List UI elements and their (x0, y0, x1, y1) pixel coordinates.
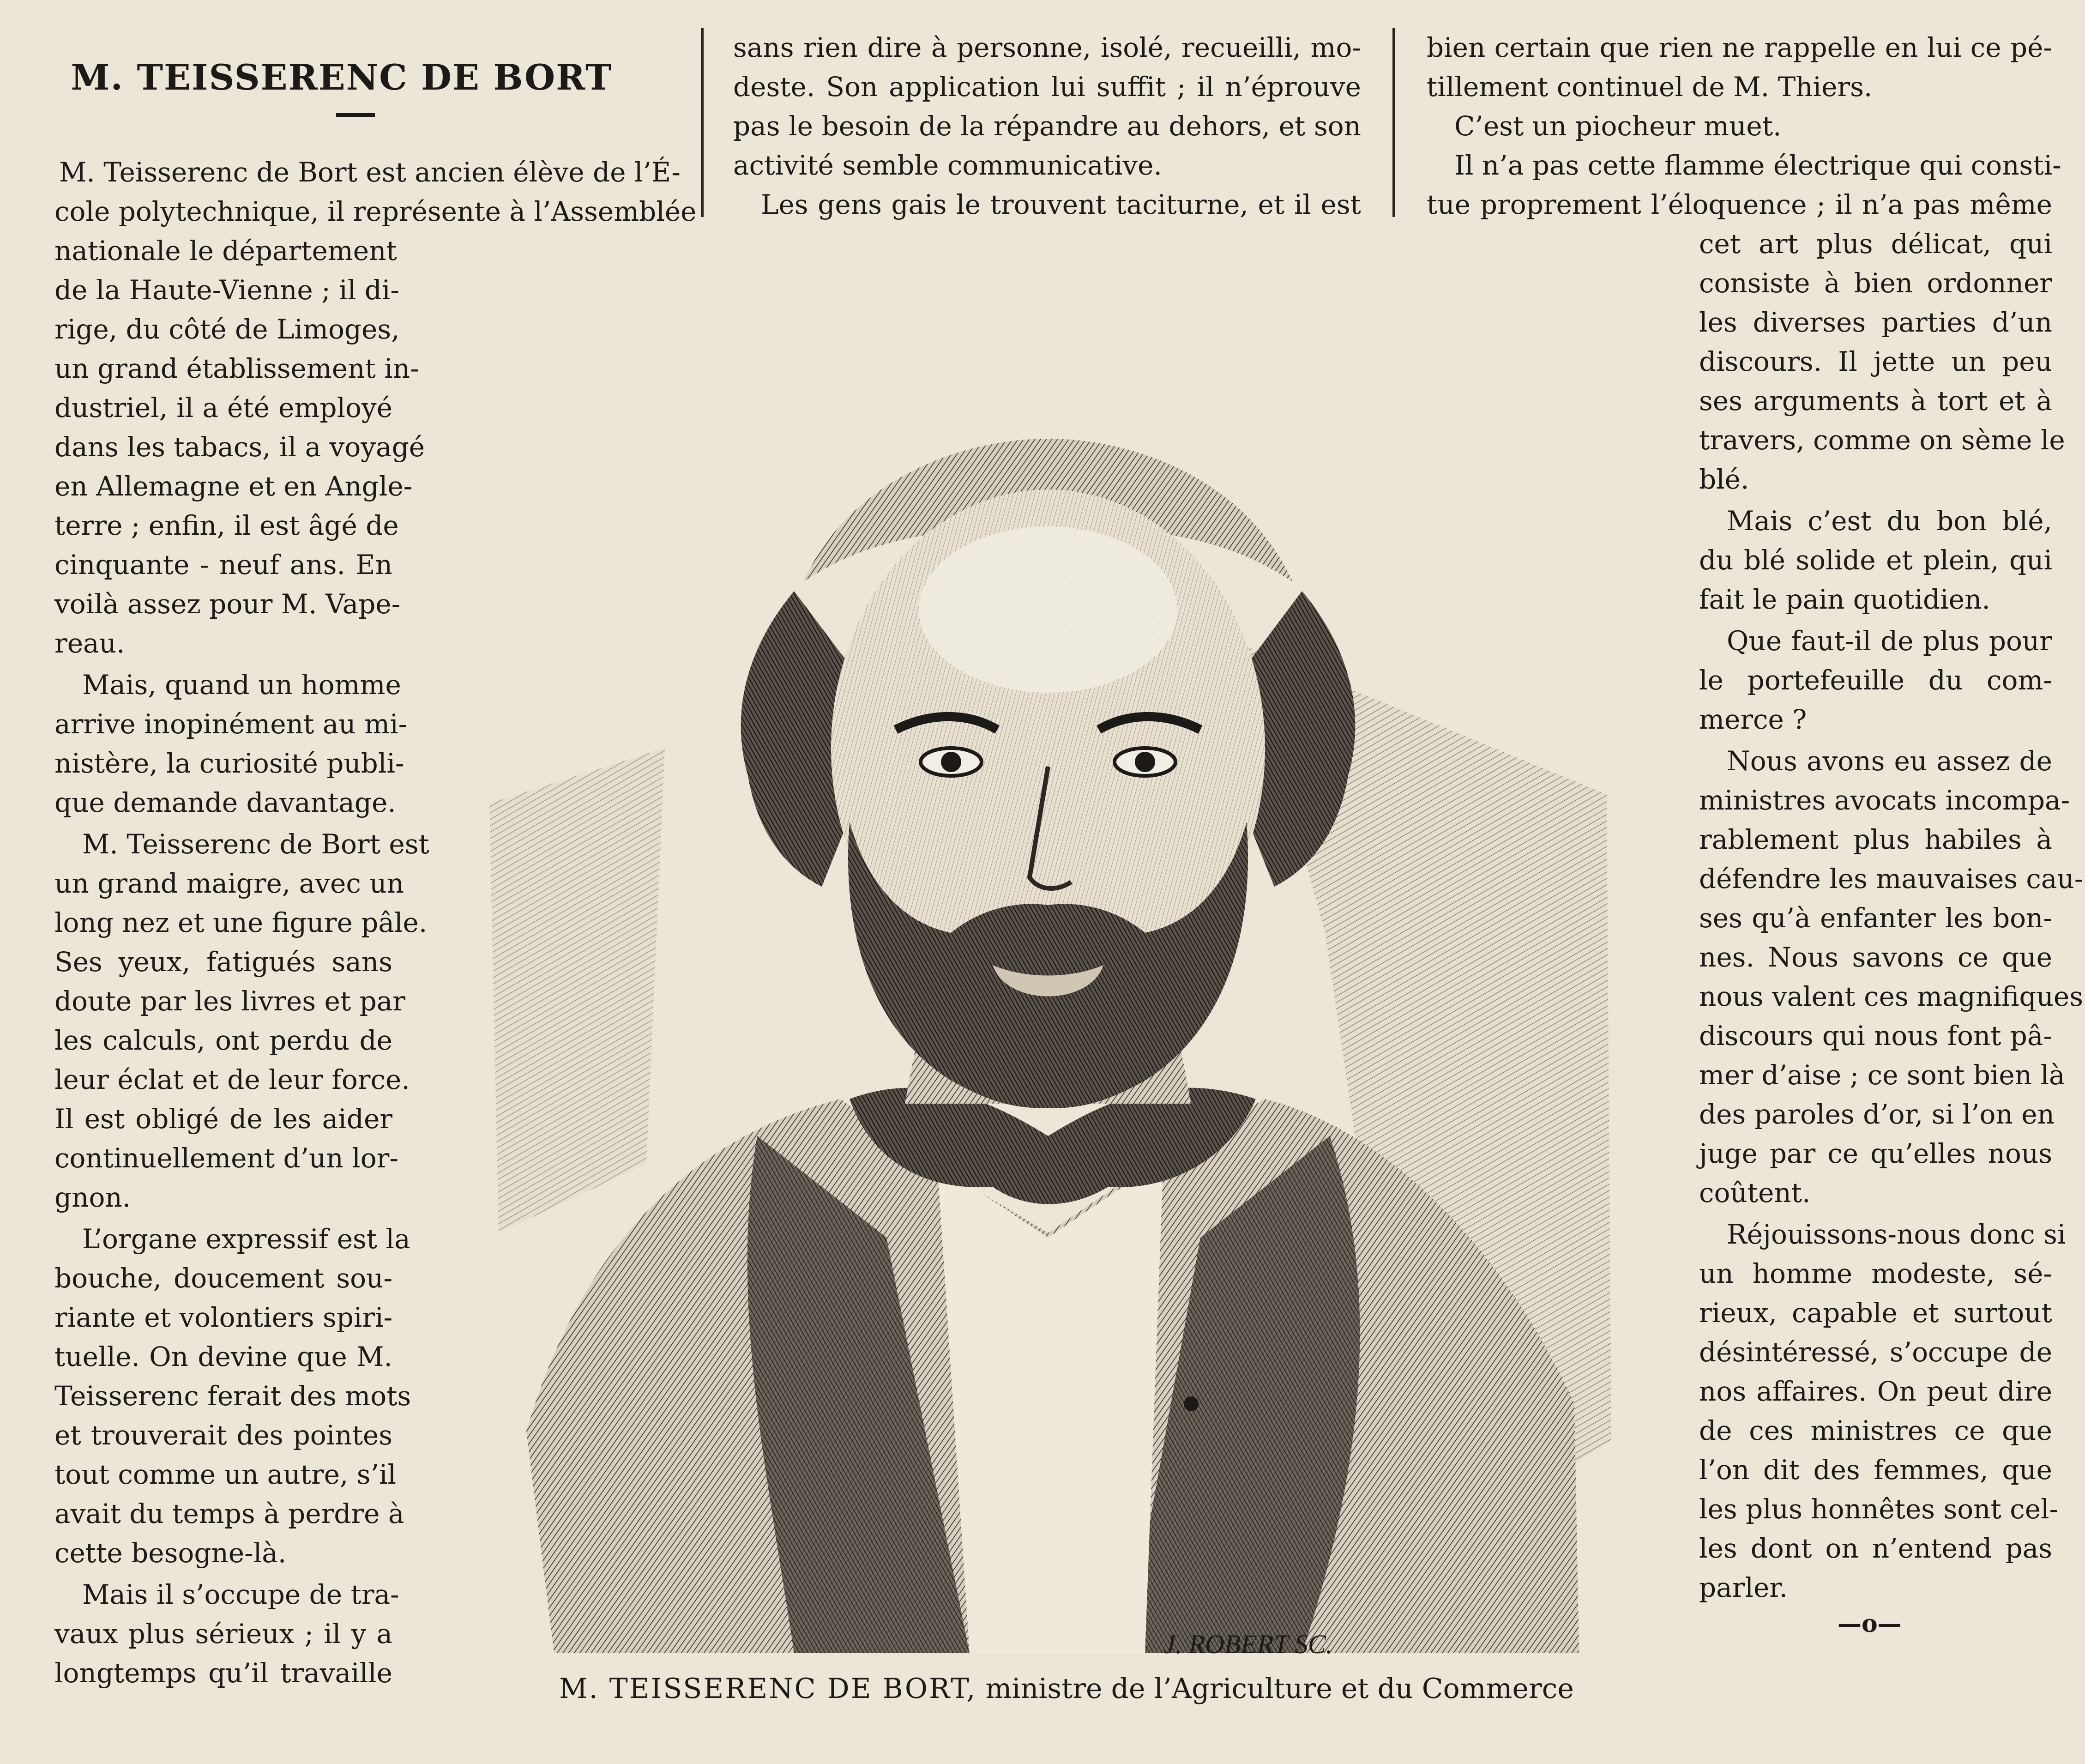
text-line: fait le pain quotidien. (1699, 584, 1990, 615)
text-line: tout comme un autre, s’il (54, 1459, 397, 1490)
text-line: rablement plus habiles à (1699, 824, 2052, 855)
text-line: C’est un piocheur muet. (1454, 110, 1782, 142)
title-separator (336, 113, 375, 117)
text-line: tue proprement l’éloquence ; il n’a pas même (1427, 189, 2052, 220)
text-line: rige, du côté de Limoges, (54, 314, 400, 345)
text-line: tillement continuel de M. Thiers. (1427, 71, 1873, 103)
text-line: arrive inopinément au mi- (54, 708, 408, 740)
text-line: avait du temps à perdre à (54, 1498, 404, 1529)
text-line: tuelle. On devine que M. (54, 1341, 392, 1372)
text-line: que demande davantage. (54, 787, 396, 818)
text-line: riante et volontiers spiri- (54, 1302, 393, 1333)
text-line: Mais c’est du bon blé, (1727, 505, 2052, 537)
portrait-caption (545, 1673, 1588, 1705)
text-line: juge par ce qu’elles nous (1699, 1138, 2052, 1169)
text-line: cet art plus délicat, qui (1699, 228, 2052, 260)
text-line: dans les tabacs, il a voyagé (54, 431, 425, 463)
text-line: activité semble communicative. (733, 150, 1162, 181)
text-line: Réjouissons-nous donc si (1727, 1219, 2066, 1250)
text-line: Mais, quand un homme (82, 669, 401, 701)
text-line: mer d’aise ; ce sont bien là (1699, 1059, 2065, 1091)
portrait-engraving (471, 286, 1644, 1676)
text-line: M. Teisserenc de Bort est ancien élève de l’É- (59, 157, 681, 188)
text-line: Mais il s’occupe de tra- (82, 1579, 399, 1610)
text-line: l’on dit des femmes, que (1699, 1454, 2052, 1486)
lapel-pin (1184, 1396, 1199, 1411)
text-line: long nez et une figure pâle. (54, 907, 428, 938)
text-line: nous valent ces magnifiques (1699, 981, 2084, 1012)
text-line: un homme modeste, sé- (1699, 1258, 2052, 1289)
text-line: blé. (1699, 464, 1749, 495)
text-line: les calculs, ont perdu de (54, 1025, 392, 1056)
text-line: pas le besoin de la répandre au dehors, et son (733, 110, 1361, 142)
text-line: sans rien dire à personne, isolé, recueilli, mo- (733, 32, 1361, 63)
text-line: bouche, doucement sou- (54, 1263, 392, 1294)
text-line: Nous avons eu assez de (1727, 745, 2052, 777)
text-line: ses arguments à tort et à (1699, 385, 2052, 417)
text-line: Ses yeux, fatigués sans (54, 946, 392, 978)
text-line: continuellement d’un lor- (54, 1142, 398, 1174)
text-line: le portefeuille du com- (1699, 665, 2052, 696)
text-line: du blé solide et plein, qui (1699, 544, 2052, 576)
text-line: longtemps qu’il travaille (54, 1657, 392, 1689)
text-line: voilà assez pour M. Vape- (54, 588, 401, 620)
text-line: travers, comme on sème le (1699, 424, 2065, 456)
text-line: de la Haute-Vienne ; il di- (54, 274, 399, 306)
text-line: discours. Il jette un peu (1699, 346, 2052, 377)
caption-text: ministre de l’Agriculture et du Commerce (976, 1673, 1574, 1705)
text-line: Teisserenc ferait des mots (54, 1380, 411, 1412)
text-line: merce ? (1699, 704, 1807, 735)
text-line: nes. Nous savons ce que (1699, 942, 2052, 973)
text-line: parler. (1699, 1572, 1788, 1603)
text-line: Il est obligé de les aider (54, 1103, 392, 1135)
text-line: rieux, capable et surtout (1699, 1297, 2052, 1329)
article-title: M. TEISSERENC DE BORT (71, 56, 613, 98)
text-line: désintéressé, s’occupe de (1699, 1336, 2052, 1368)
forehead-highlight (919, 526, 1177, 693)
text-line: deste. Son application lui suffit ; il n’éprouve (733, 71, 1361, 103)
text-line: gnon. (54, 1182, 131, 1213)
text-line: Les gens gais le trouvent taciturne, et il est (761, 189, 1361, 220)
text-line: cette besogne-là. (54, 1537, 287, 1569)
column-rule-right (1392, 28, 1395, 217)
text-line: en Allemagne et en Angle- (54, 471, 413, 502)
text-line: nationale le département (54, 235, 397, 266)
text-line: défendre les mauvaises cau- (1699, 863, 2084, 894)
text-line: de ces ministres ce que (1699, 1415, 2052, 1446)
text-line: des paroles d’or, si l’on en (1699, 1099, 2055, 1130)
text-line: les diverses parties d’un (1699, 307, 2052, 338)
column-rule-left (701, 28, 704, 217)
text-line: cinquante - neuf ans. En (54, 549, 392, 580)
text-line: discours qui nous font pâ- (1699, 1020, 2052, 1051)
text-line: L’organe expressif est la (82, 1223, 410, 1255)
text-line: un grand établissement in- (54, 353, 419, 384)
text-line: Que faut-il de plus pour (1727, 625, 2052, 657)
text-line: ses qu’à enfanter les bon- (1699, 902, 2052, 934)
text-line: consiste à bien ordonner (1699, 267, 2052, 299)
text-line: les dont on n’entend pas (1699, 1533, 2052, 1564)
text-line: reau. (54, 628, 125, 659)
text-line: ministres avocats incompa- (1699, 785, 2070, 816)
background-hatching-left (489, 748, 665, 1233)
text-line: Il n’a pas cette flamme électrique qui consti- (1454, 150, 2061, 181)
text-line: coûtent. (1699, 1177, 1811, 1208)
text-line: nos affaires. On peut dire (1699, 1376, 2052, 1407)
text-line: dustriel, il a été employé (54, 392, 392, 423)
end-mark: —o— (1838, 1610, 1902, 1638)
text-line: M. Teisserenc de Bort est (82, 828, 429, 860)
text-line: les plus honnêtes sont cel- (1699, 1493, 2059, 1525)
text-line: vaux plus sérieux ; il y a (54, 1618, 392, 1649)
text-line: terre ; enfin, il est âgé de (54, 510, 399, 541)
caption-name: M. TEISSERENC DE BORT, (559, 1673, 977, 1705)
text-line: cole polytechnique, il représente à l’Assemblée (54, 196, 697, 227)
text-line: un grand maigre, avec un (54, 868, 404, 899)
text-line: bien certain que rien ne rappelle en lui ce pé- (1427, 32, 2052, 63)
text-line: doute par les livres et par (54, 985, 406, 1017)
text-line: leur éclat et de leur force. (54, 1064, 410, 1095)
text-line: nistère, la curiosité publi- (54, 748, 404, 779)
engraver-signature: J. ROBERT SC. (1163, 1629, 1333, 1659)
text-line: et trouverait des pointes (54, 1420, 392, 1451)
